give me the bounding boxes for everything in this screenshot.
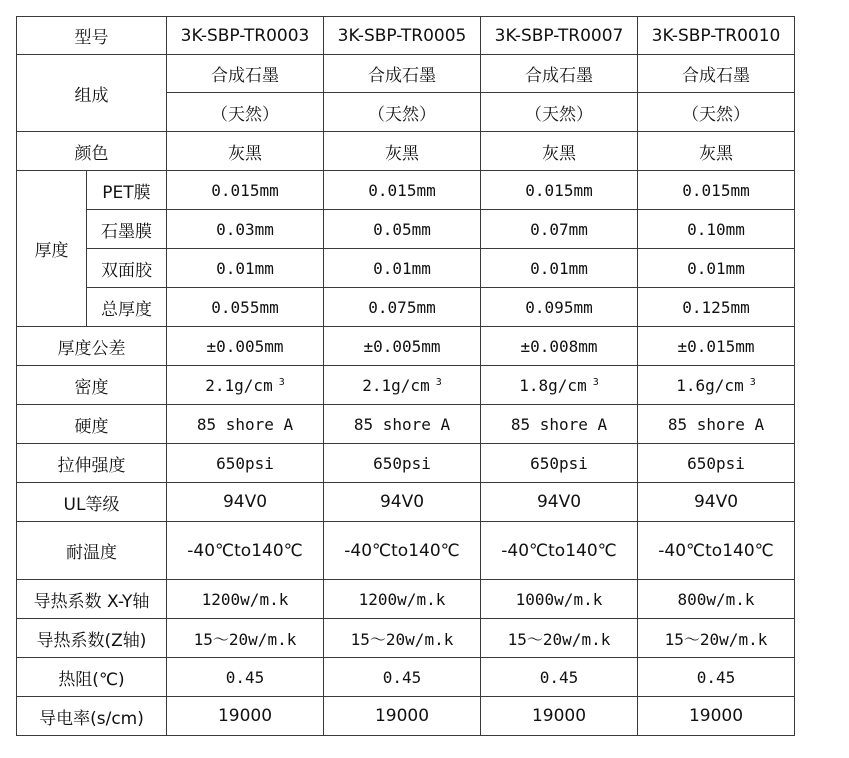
tolerance-cell: ±0.015mm bbox=[638, 327, 795, 366]
density-value: 2.1g/cm bbox=[205, 375, 273, 395]
conductivity-xy-label: 导热系数 X-Y轴 bbox=[17, 580, 167, 619]
color-cell: 灰黑 bbox=[324, 132, 481, 171]
model-cell: 3K-SBP-TR0010 bbox=[638, 17, 795, 55]
thickness-row-total bbox=[17, 288, 795, 327]
tolerance-cell: ±0.005mm bbox=[324, 327, 481, 366]
resistance-cell: 0.45 bbox=[638, 658, 795, 697]
thickness-cell: 0.01mm bbox=[324, 249, 481, 288]
temperature-cell: -40℃to140℃ bbox=[324, 522, 481, 580]
thickness-cell: 0.01mm bbox=[638, 249, 795, 288]
composition-label: 组成 bbox=[17, 55, 167, 132]
thickness-sublabel: 总厚度 bbox=[87, 288, 167, 327]
ul-cell: 94V0 bbox=[481, 483, 638, 522]
thickness-cell: 0.075mm bbox=[324, 288, 481, 327]
tolerance-cell: ±0.008mm bbox=[481, 327, 638, 366]
density-row bbox=[17, 366, 795, 405]
tensile-label: 拉伸强度 bbox=[17, 444, 167, 483]
composition-row bbox=[17, 55, 795, 93]
electrical-label: 导电率(s/cm) bbox=[17, 697, 167, 736]
conductivity-xy-cell: 1200w/m.k bbox=[324, 580, 481, 619]
composition-cell: 合成石墨 bbox=[324, 55, 481, 93]
density-value: 2.1g/cm bbox=[362, 375, 430, 395]
model-row bbox=[17, 17, 795, 55]
model-label: 型号 bbox=[17, 17, 167, 55]
composition-note: （天然） bbox=[481, 93, 638, 132]
composition-cell: 合成石墨 bbox=[638, 55, 795, 93]
electrical-cell: 19000 bbox=[638, 697, 795, 736]
composition-cell: 合成石墨 bbox=[167, 55, 324, 93]
conductivity-xy-row bbox=[17, 580, 795, 619]
tensile-cell: 650psi bbox=[638, 444, 795, 483]
resistance-cell: 0.45 bbox=[324, 658, 481, 697]
thickness-cell: 0.01mm bbox=[481, 249, 638, 288]
ul-cell: 94V0 bbox=[167, 483, 324, 522]
density-exponent: 3 bbox=[749, 376, 756, 388]
density-value: 1.6g/cm bbox=[676, 375, 744, 395]
thickness-cell: 0.07mm bbox=[481, 210, 638, 249]
density-cell bbox=[638, 366, 795, 405]
thickness-cell: 0.015mm bbox=[324, 171, 481, 210]
density-label: 密度 bbox=[17, 366, 167, 405]
electrical-cell: 19000 bbox=[324, 697, 481, 736]
density-exponent: 3 bbox=[592, 376, 599, 388]
ul-row bbox=[17, 483, 795, 522]
density-exponent: 3 bbox=[435, 376, 442, 388]
density-value: 1.8g/cm bbox=[519, 375, 587, 395]
ul-label: UL等级 bbox=[17, 483, 167, 522]
temperature-row bbox=[17, 522, 795, 580]
thickness-row-pet bbox=[17, 171, 795, 210]
model-cell: 3K-SBP-TR0007 bbox=[481, 17, 638, 55]
tensile-row bbox=[17, 444, 795, 483]
temperature-label: 耐温度 bbox=[17, 522, 167, 580]
thickness-cell: 0.10mm bbox=[638, 210, 795, 249]
conductivity-z-label: 导热系数(Z轴) bbox=[17, 619, 167, 658]
composition-cell: 合成石墨 bbox=[481, 55, 638, 93]
model-cell: 3K-SBP-TR0005 bbox=[324, 17, 481, 55]
color-row bbox=[17, 132, 795, 171]
conductivity-xy-cell: 1200w/m.k bbox=[167, 580, 324, 619]
resistance-cell: 0.45 bbox=[167, 658, 324, 697]
temperature-cell: -40℃to140℃ bbox=[481, 522, 638, 580]
color-cell: 灰黑 bbox=[167, 132, 324, 171]
ul-cell: 94V0 bbox=[324, 483, 481, 522]
tolerance-label: 厚度公差 bbox=[17, 327, 167, 366]
spec-table bbox=[16, 16, 795, 736]
thickness-cell: 0.095mm bbox=[481, 288, 638, 327]
tolerance-row bbox=[17, 327, 795, 366]
thickness-cell: 0.015mm bbox=[167, 171, 324, 210]
hardness-row bbox=[17, 405, 795, 444]
tensile-cell: 650psi bbox=[167, 444, 324, 483]
resistance-label: 热阻(℃) bbox=[17, 658, 167, 697]
hardness-cell: 85 shore A bbox=[638, 405, 795, 444]
conductivity-xy-cell: 1000w/m.k bbox=[481, 580, 638, 619]
electrical-row bbox=[17, 697, 795, 736]
tolerance-cell: ±0.005mm bbox=[167, 327, 324, 366]
temperature-cell: -40℃to140℃ bbox=[167, 522, 324, 580]
thickness-row-tape bbox=[17, 249, 795, 288]
thickness-row-graphite bbox=[17, 210, 795, 249]
thickness-label: 厚度 bbox=[17, 171, 87, 327]
density-cell bbox=[481, 366, 638, 405]
model-cell: 3K-SBP-TR0003 bbox=[167, 17, 324, 55]
hardness-label: 硬度 bbox=[17, 405, 167, 444]
hardness-cell: 85 shore A bbox=[167, 405, 324, 444]
conductivity-z-cell: 15～20w/m.k bbox=[638, 619, 795, 658]
conductivity-z-cell: 15～20w/m.k bbox=[167, 619, 324, 658]
conductivity-z-cell: 15～20w/m.k bbox=[481, 619, 638, 658]
color-label: 颜色 bbox=[17, 132, 167, 171]
conductivity-z-cell: 15～20w/m.k bbox=[324, 619, 481, 658]
thickness-cell: 0.015mm bbox=[638, 171, 795, 210]
conductivity-z-row bbox=[17, 619, 795, 658]
density-exponent: 3 bbox=[278, 376, 285, 388]
density-cell bbox=[324, 366, 481, 405]
tensile-cell: 650psi bbox=[481, 444, 638, 483]
conductivity-xy-cell: 800w/m.k bbox=[638, 580, 795, 619]
resistance-row bbox=[17, 658, 795, 697]
ul-cell: 94V0 bbox=[638, 483, 795, 522]
thickness-cell: 0.01mm bbox=[167, 249, 324, 288]
color-cell: 灰黑 bbox=[481, 132, 638, 171]
hardness-cell: 85 shore A bbox=[324, 405, 481, 444]
color-cell: 灰黑 bbox=[638, 132, 795, 171]
density-cell bbox=[167, 366, 324, 405]
composition-note: （天然） bbox=[324, 93, 481, 132]
thickness-sublabel: PET膜 bbox=[87, 171, 167, 210]
thickness-sublabel: 双面胶 bbox=[87, 249, 167, 288]
electrical-cell: 19000 bbox=[167, 697, 324, 736]
electrical-cell: 19000 bbox=[481, 697, 638, 736]
thickness-cell: 0.125mm bbox=[638, 288, 795, 327]
temperature-cell: -40℃to140℃ bbox=[638, 522, 795, 580]
composition-note: （天然） bbox=[638, 93, 795, 132]
tensile-cell: 650psi bbox=[324, 444, 481, 483]
thickness-cell: 0.015mm bbox=[481, 171, 638, 210]
hardness-cell: 85 shore A bbox=[481, 405, 638, 444]
thickness-sublabel: 石墨膜 bbox=[87, 210, 167, 249]
thickness-cell: 0.03mm bbox=[167, 210, 324, 249]
thickness-cell: 0.05mm bbox=[324, 210, 481, 249]
composition-note: （天然） bbox=[167, 93, 324, 132]
thickness-cell: 0.055mm bbox=[167, 288, 324, 327]
resistance-cell: 0.45 bbox=[481, 658, 638, 697]
